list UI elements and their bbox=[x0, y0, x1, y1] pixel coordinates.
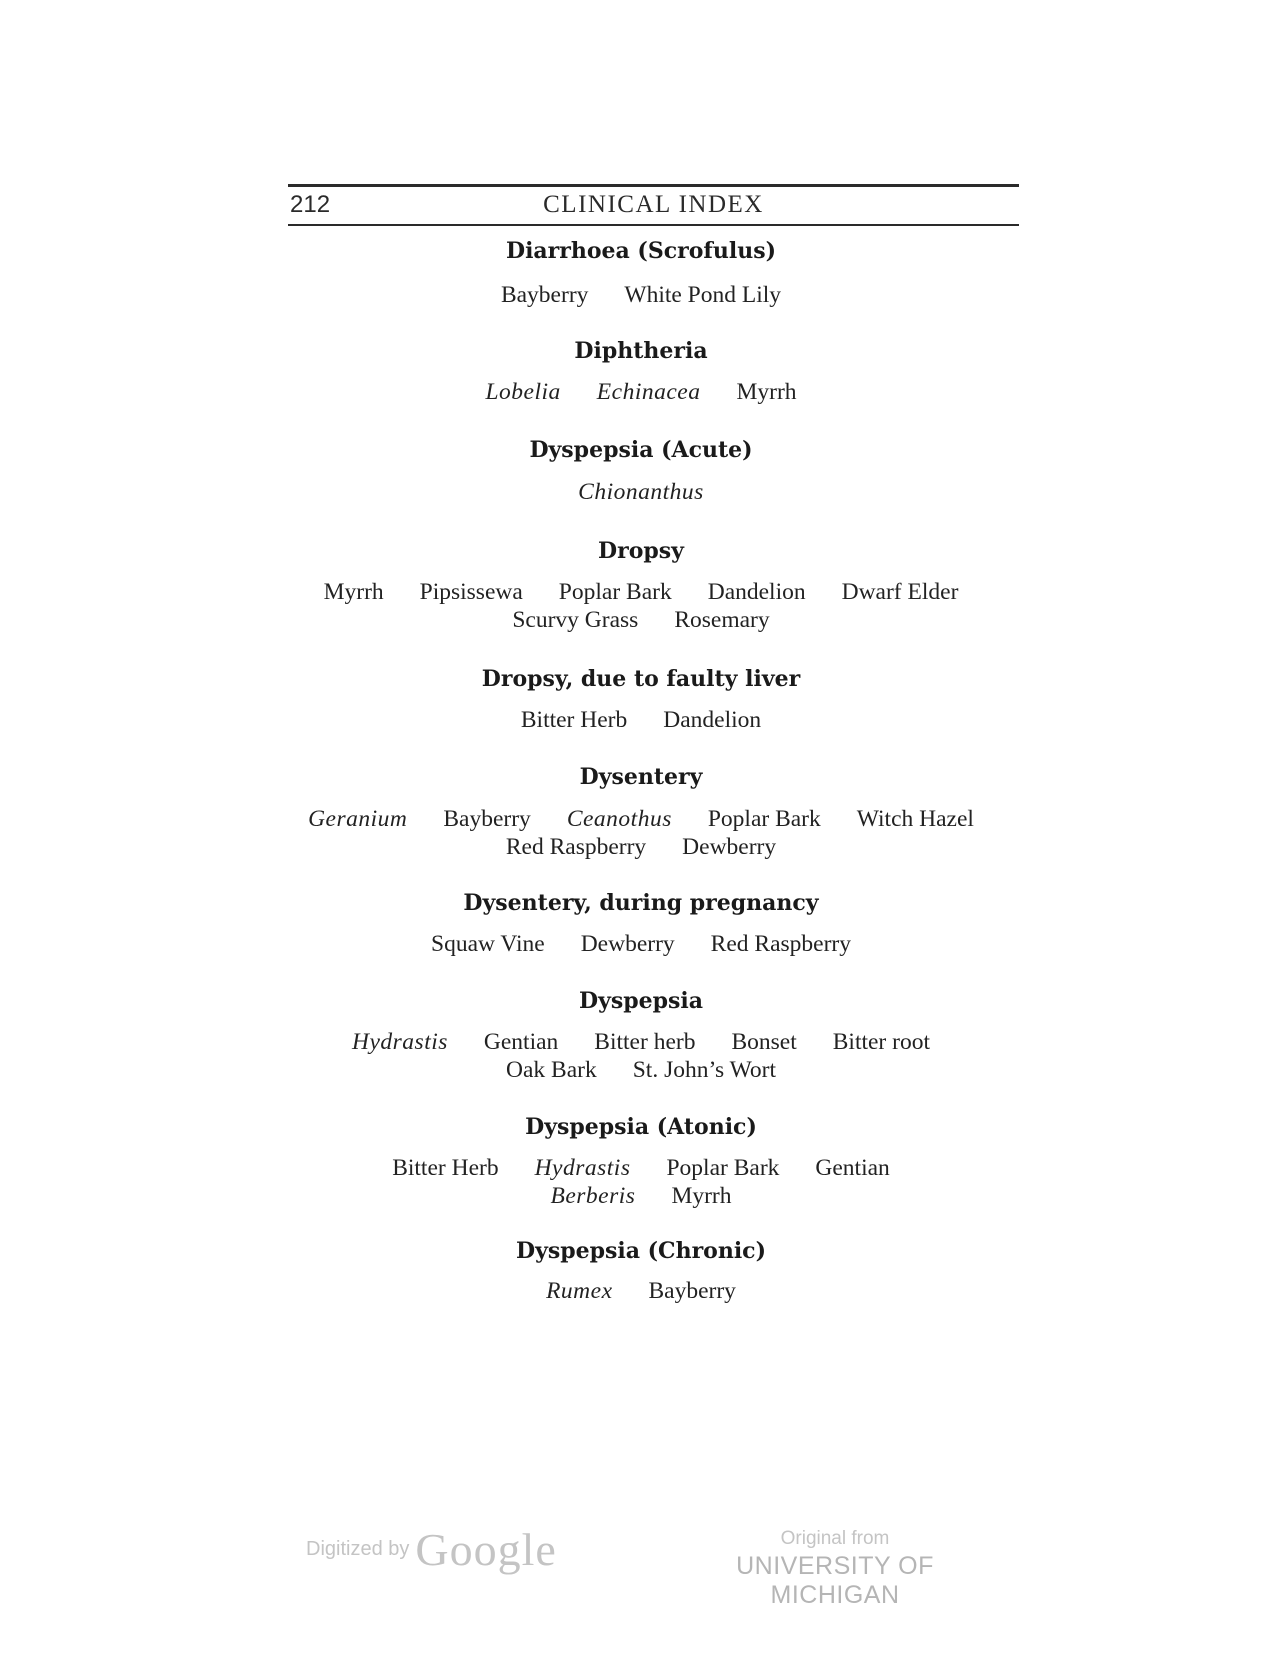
entry-heading: Dropsy, due to faulty liver bbox=[481, 666, 801, 692]
remedy-line bbox=[0, 1155, 1282, 1182]
page-number: 212 bbox=[290, 191, 331, 218]
remedy-name: Hydrastis bbox=[534, 1155, 631, 1181]
remedy-name: Gentian bbox=[815, 1155, 890, 1181]
remedy-line bbox=[0, 379, 1282, 406]
entry-heading: Dyspepsia (Acute) bbox=[529, 437, 753, 463]
remedy-name: Bayberry bbox=[500, 282, 589, 308]
remedy-name: Chionanthus bbox=[578, 479, 704, 505]
remedy-line bbox=[0, 579, 1282, 606]
remedy-name: Poplar Bark bbox=[666, 1155, 780, 1181]
remedy-name: Lobelia bbox=[485, 379, 561, 405]
remedy-name: Red Raspberry bbox=[710, 931, 851, 957]
remedy-name: Dewberry bbox=[580, 931, 675, 957]
entry-heading: Dysentery bbox=[579, 764, 703, 790]
remedy-name: Dandelion bbox=[663, 707, 762, 733]
remedy-line bbox=[0, 834, 1282, 861]
remedy-line bbox=[0, 806, 1282, 833]
remedy-name: Bayberry bbox=[443, 806, 531, 832]
remedy-name: Squaw Vine bbox=[431, 931, 545, 957]
remedy-name: Myrrh bbox=[323, 579, 384, 605]
remedy-name: Poplar Bark bbox=[558, 579, 672, 605]
entry-heading: Dyspepsia (Atonic) bbox=[525, 1114, 757, 1140]
remedy-line bbox=[0, 931, 1282, 958]
running-title: CLINICAL INDEX bbox=[543, 191, 764, 218]
entry-heading: Dyspepsia bbox=[578, 988, 703, 1014]
institution-name: UNIVERSITY OF MICHIGAN bbox=[736, 1552, 934, 1609]
remedy-name: Dandelion bbox=[707, 579, 806, 605]
remedy-name: Hydrastis bbox=[352, 1029, 448, 1055]
remedy-name: Ceanothus bbox=[566, 806, 672, 832]
remedy-line bbox=[0, 1183, 1282, 1210]
page-header bbox=[288, 184, 1019, 226]
remedy-name: Bitter Herb bbox=[392, 1155, 499, 1181]
remedy-name: Pipsissewa bbox=[419, 579, 523, 605]
google-logo-text: Google bbox=[415, 1524, 557, 1575]
remedy-name: Myrrh bbox=[671, 1183, 732, 1209]
remedy-name: Myrrh bbox=[736, 379, 797, 405]
remedy-name: Bonset bbox=[731, 1029, 797, 1055]
remedy-name: Bitter root bbox=[832, 1029, 930, 1055]
remedy-name: Red Raspberry bbox=[505, 834, 647, 860]
original-from-label: Original from bbox=[780, 1528, 890, 1549]
remedy-name: Poplar Bark bbox=[707, 806, 821, 832]
entry-heading: Diphtheria bbox=[574, 338, 708, 364]
remedy-name: Bayberry bbox=[648, 1278, 736, 1304]
remedy-name: Rosemary bbox=[674, 607, 770, 633]
remedy-name: Rumex bbox=[546, 1278, 613, 1304]
digitized-by-label: Digitized by bbox=[306, 1538, 410, 1560]
remedy-name: Oak Bark bbox=[506, 1057, 597, 1083]
remedy-line bbox=[0, 1278, 1282, 1305]
remedy-name: Bitter herb bbox=[594, 1029, 696, 1055]
remedy-line bbox=[0, 607, 1282, 634]
entry-heading: Dropsy bbox=[598, 538, 684, 564]
remedy-name: White Pond Lily bbox=[624, 282, 782, 308]
remedy-name: Bitter Herb bbox=[520, 707, 628, 733]
remedy-name: Echinacea bbox=[596, 379, 701, 405]
remedy-line bbox=[0, 282, 1282, 309]
remedy-line bbox=[0, 707, 1282, 734]
entry-heading: Diarrhoea (Scrofulus) bbox=[505, 238, 776, 264]
original-from-watermark bbox=[700, 1528, 970, 1610]
remedy-name: Gentian bbox=[483, 1029, 559, 1055]
remedy-line bbox=[0, 479, 1282, 506]
entry-heading: Dysentery, during pregnancy bbox=[463, 890, 819, 916]
remedy-line bbox=[0, 1029, 1282, 1056]
remedy-line bbox=[0, 1057, 1282, 1084]
remedy-name: Dwarf Elder bbox=[841, 579, 959, 605]
remedy-name: Dewberry bbox=[682, 834, 777, 860]
digitized-by-google-watermark bbox=[306, 1523, 557, 1576]
remedy-name: Berberis bbox=[550, 1183, 636, 1209]
remedy-name: Witch Hazel bbox=[856, 806, 974, 832]
entry-heading: Dyspepsia (Chronic) bbox=[515, 1238, 766, 1264]
remedy-name: St. John’s Wort bbox=[632, 1057, 776, 1083]
remedy-name: Geranium bbox=[308, 806, 408, 832]
remedy-name: Scurvy Grass bbox=[512, 607, 639, 633]
